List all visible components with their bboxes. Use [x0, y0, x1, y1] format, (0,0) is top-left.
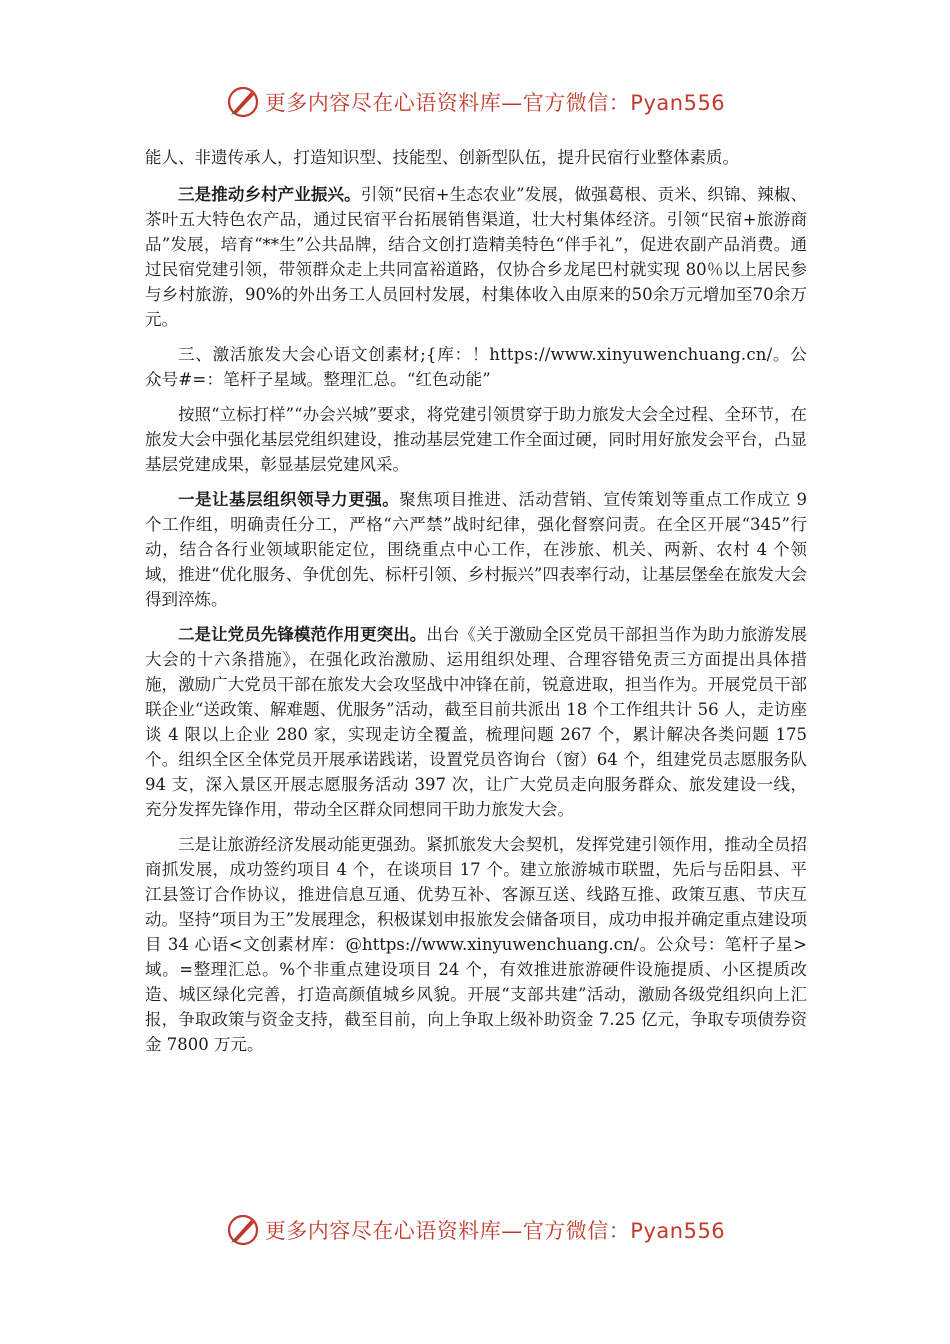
paragraph-tourism-economy: 三是让旅游经济发展动能更强劲。紧抓旅发大会契机，发挥党建引领作用，推动全员招商抓发展，成功签约项目 4 个，在谈项目 17 个。建立旅游城市联盟，先后与岳阳县、平江县签订合作协议，推进信息互通、优势互补、客源互送、线路互推、政策互惠、节庆互动。坚持“项目为王”发展理念，积极谋划申报旅发会储备项目，成功申报并确定重点建设项目 34 心语<文创素材库：@https://www.xinyuwenchuang.cn/。公众号：笔杆子星>域。=整理汇总。%个非重点建设项目 24 个，有效推进旅游硬件设施提质、小区提质改造、城区绿化完善，打造高颜值城乡风貌。开展“支部共建”活动，激励各级党组织向上汇报，争取政策与资金支持，截至目前，向上争取上级补助资金 7.25 亿元，争取专项债券资金 7800 万元。: [145, 835, 807, 1054]
banner-text: 更多内容尽在心语资料库—官方微信：Pyan556: [264, 91, 726, 115]
paragraph-text: 聚焦项目推进、活动营销、宣传策划等重点工作成立 9 个工作组，明确责任分工，严格“六严禁”战时纪律，强化督察问责。在全区开展“345”行动，结合各行业领域职能定位，围绕重点中心工作，在涉旅、机关、两新、农村 4 个领域，推进“优化服务、争优创先、标杆引领、乡村振兴”四表率行动，让基层堡垒在旅发大会得到淬炼。: [145, 490, 807, 609]
paragraph-lead: 一是让基层组织领导力更强。: [178, 490, 400, 509]
paragraph-party-members: [145, 622, 807, 822]
paragraph-intro: 按照“立标打样”“办会兴城”要求，将党建引领贯穿于助力旅发大会全过程、全环节，在旅发大会中强化基层党组织建设，推动基层党建工作全面过硬，同时用好旅发会平台，凸显基层党建成果，彰显基层党建风采。: [145, 405, 807, 474]
paragraph-lead: 三是推动乡村产业振兴。: [178, 185, 361, 204]
paragraph-text: 出台《关于激励全区党员干部担当作为助力旅游发展大会的十六条措施》，在强化政治激励、运用组织处理、合理容错免责三方面提出具体措施，激励广大党员干部在旅发大会攻坚战中冲锋在前，锐意进取，担当作为。开展党员干部联企业“送政策、解难题、优服务”活动，截至目前共派出 18 个工作组共计 56 人，走访座谈 4 限以上企业 280 家，实现走访全覆盖，梳理问题 267 个，累计解决各类问题 175 个。组织全区全体党员开展承诺践诺，设置党员咨询台（窗）64 个，组建党员志愿服务队 94 支，深入景区开展志愿服务活动 397 次，让广大党员走向服务群众、旅发建设一线，充分发挥先锋作用，带动全区群众同想同干助力旅发大会。: [145, 625, 808, 819]
paragraph-continuation: 能人、非遗传承人，打造知识型、技能型、创新型队伍，提升民宿行业整体素质。: [145, 148, 739, 167]
footer-banner: [0, 1210, 950, 1250]
banner-text: 更多内容尽在心语资料库—官方微信：Pyan556: [264, 1219, 726, 1243]
paragraph-org-leadership: [145, 487, 807, 612]
paragraph-text: 引领“民宿+生态农业”发展，做强葛根、贡米、织锦、辣椒、茶叶五大特色农产品，通过民宿平台拓展销售渠道，壮大村集体经济。引领“民宿+旅游商品”发展，培育“**生”公共品牌，结合文创打造精美特色“伴手礼”，促进农副产品消费。通过民宿党建引领，带领群众走上共同富裕道路，仅协合乡龙尾巴村就实现 80％以上居民参与乡村旅游，90%的外出务工人员回村发展，村集体收入由原来的50余万元增加至70余万元。: [145, 185, 807, 329]
section-heading-3: 三、激活旅发大会心语文创素材;{库：！https://www.xinyuwenchuang.cn/。公众号#=：笔杆子星域。整理汇总。“红色动能”: [145, 345, 807, 389]
paragraph-rural-industry: [145, 182, 807, 332]
document-body: [145, 145, 807, 1067]
pen-brush-logo-icon: [225, 84, 261, 120]
header-banner: [0, 82, 950, 122]
paragraph-lead: 二是让党员先锋模范作用更突出。: [178, 625, 427, 644]
pen-brush-logo-icon: [225, 1212, 261, 1248]
